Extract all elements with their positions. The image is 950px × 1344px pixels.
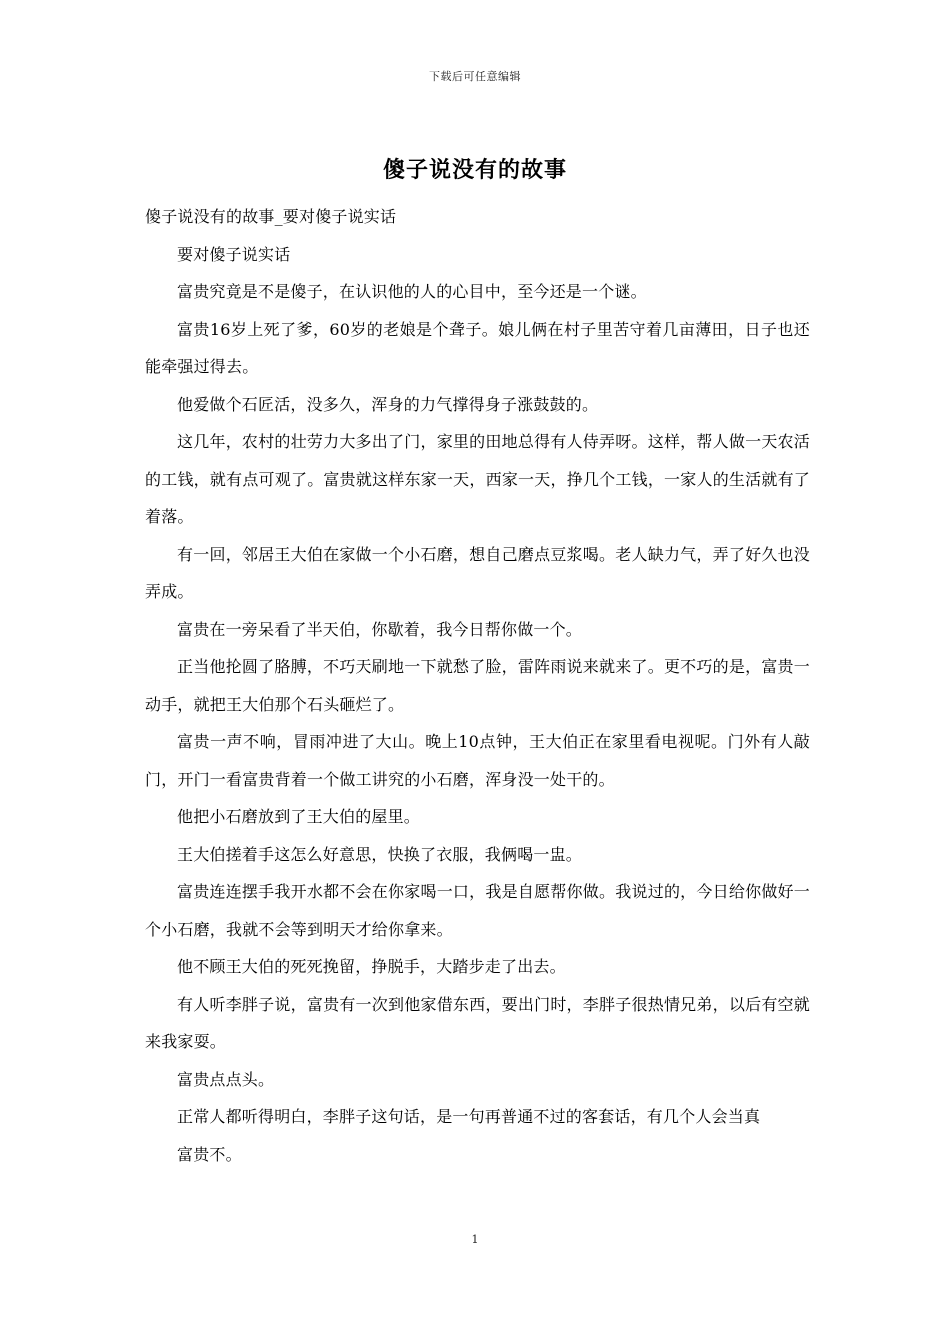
paragraph: 他不顾王大伯的死死挽留，挣脱手，大踏步走了出去。	[177, 957, 566, 976]
paragraph: 这几年，农村的壮劳力大多出了门，家里的田地总得有人侍弄呀。这样，帮人做一天农活的工钱，就有点可观了。富贵就这样东家一天，西家一天，挣几个工钱，一家人的生活就有了着落。	[145, 432, 810, 526]
paragraph: 富贵在一旁呆看了半天伯，你歇着，我今日帮你做一个。	[177, 619, 583, 639]
paragraph: 正常人都听得明白，李胖子这句话，是一句再普通不过的客套话，有几个人会当真	[177, 1107, 761, 1126]
paragraph: 王大伯搓着手这怎么好意思，快换了衣服，我俩喝一盅。	[177, 844, 583, 864]
paragraph: 傻子说没有的故事_要对傻子说实话	[145, 207, 397, 226]
document-body	[145, 198, 810, 1173]
paragraph: 富贵连连摆手我开水都不会在你家喝一口，我是自愿帮你做。我说过的，今日给你做好一个小石磨，我就不会等到明天才给你拿来。	[145, 882, 810, 939]
paragraph: 富贵一声不响，冒雨冲进了大山。晚上10点钟，王大伯正在家里看电视呢。门外有人敲门，开门一看富贵背着一个做工讲究的小石磨，浑身没一处干的。	[145, 732, 810, 789]
paragraph: 富贵究竟是不是傻子，在认识他的人的心目中，至今还是一个谜。	[177, 282, 647, 301]
page-number: 1	[471, 1233, 479, 1246]
paragraph: 富贵16岁上死了爹，60岁的老娘是个聋子。娘儿俩在村子里苦守着几亩薄田，日子也还能牵强过得去。	[145, 319, 810, 376]
paragraph: 他把小石磨放到了王大伯的屋里。	[177, 807, 421, 826]
paragraph: 有一回，邻居王大伯在家做一个小石磨，想自己磨点豆浆喝。老人缺力气，弄了好久也没弄成。	[145, 544, 810, 601]
paragraph: 富贵点点头。	[177, 1069, 275, 1089]
paragraph: 正当他抡圆了胳膊，不巧天刷地一下就愁了脸，雷阵雨说来就来了。更不巧的是，富贵一动手，就把王大伯那个石头砸烂了。	[145, 657, 810, 714]
document-title: 傻子说没有的故事	[382, 157, 567, 183]
paragraph: 他爱做个石匠活，没多久，浑身的力气撑得身子涨鼓鼓的。	[177, 394, 599, 414]
paragraph: 要对傻子说实话	[177, 244, 291, 264]
header-note: 下载后可任意编辑	[429, 70, 521, 83]
paragraph: 有人听李胖子说，富贵有一次到他家借东西，要出门时，李胖子很热情兄弟，以后有空就来我家耍。	[145, 994, 810, 1051]
paragraph: 富贵不。	[177, 1144, 242, 1164]
